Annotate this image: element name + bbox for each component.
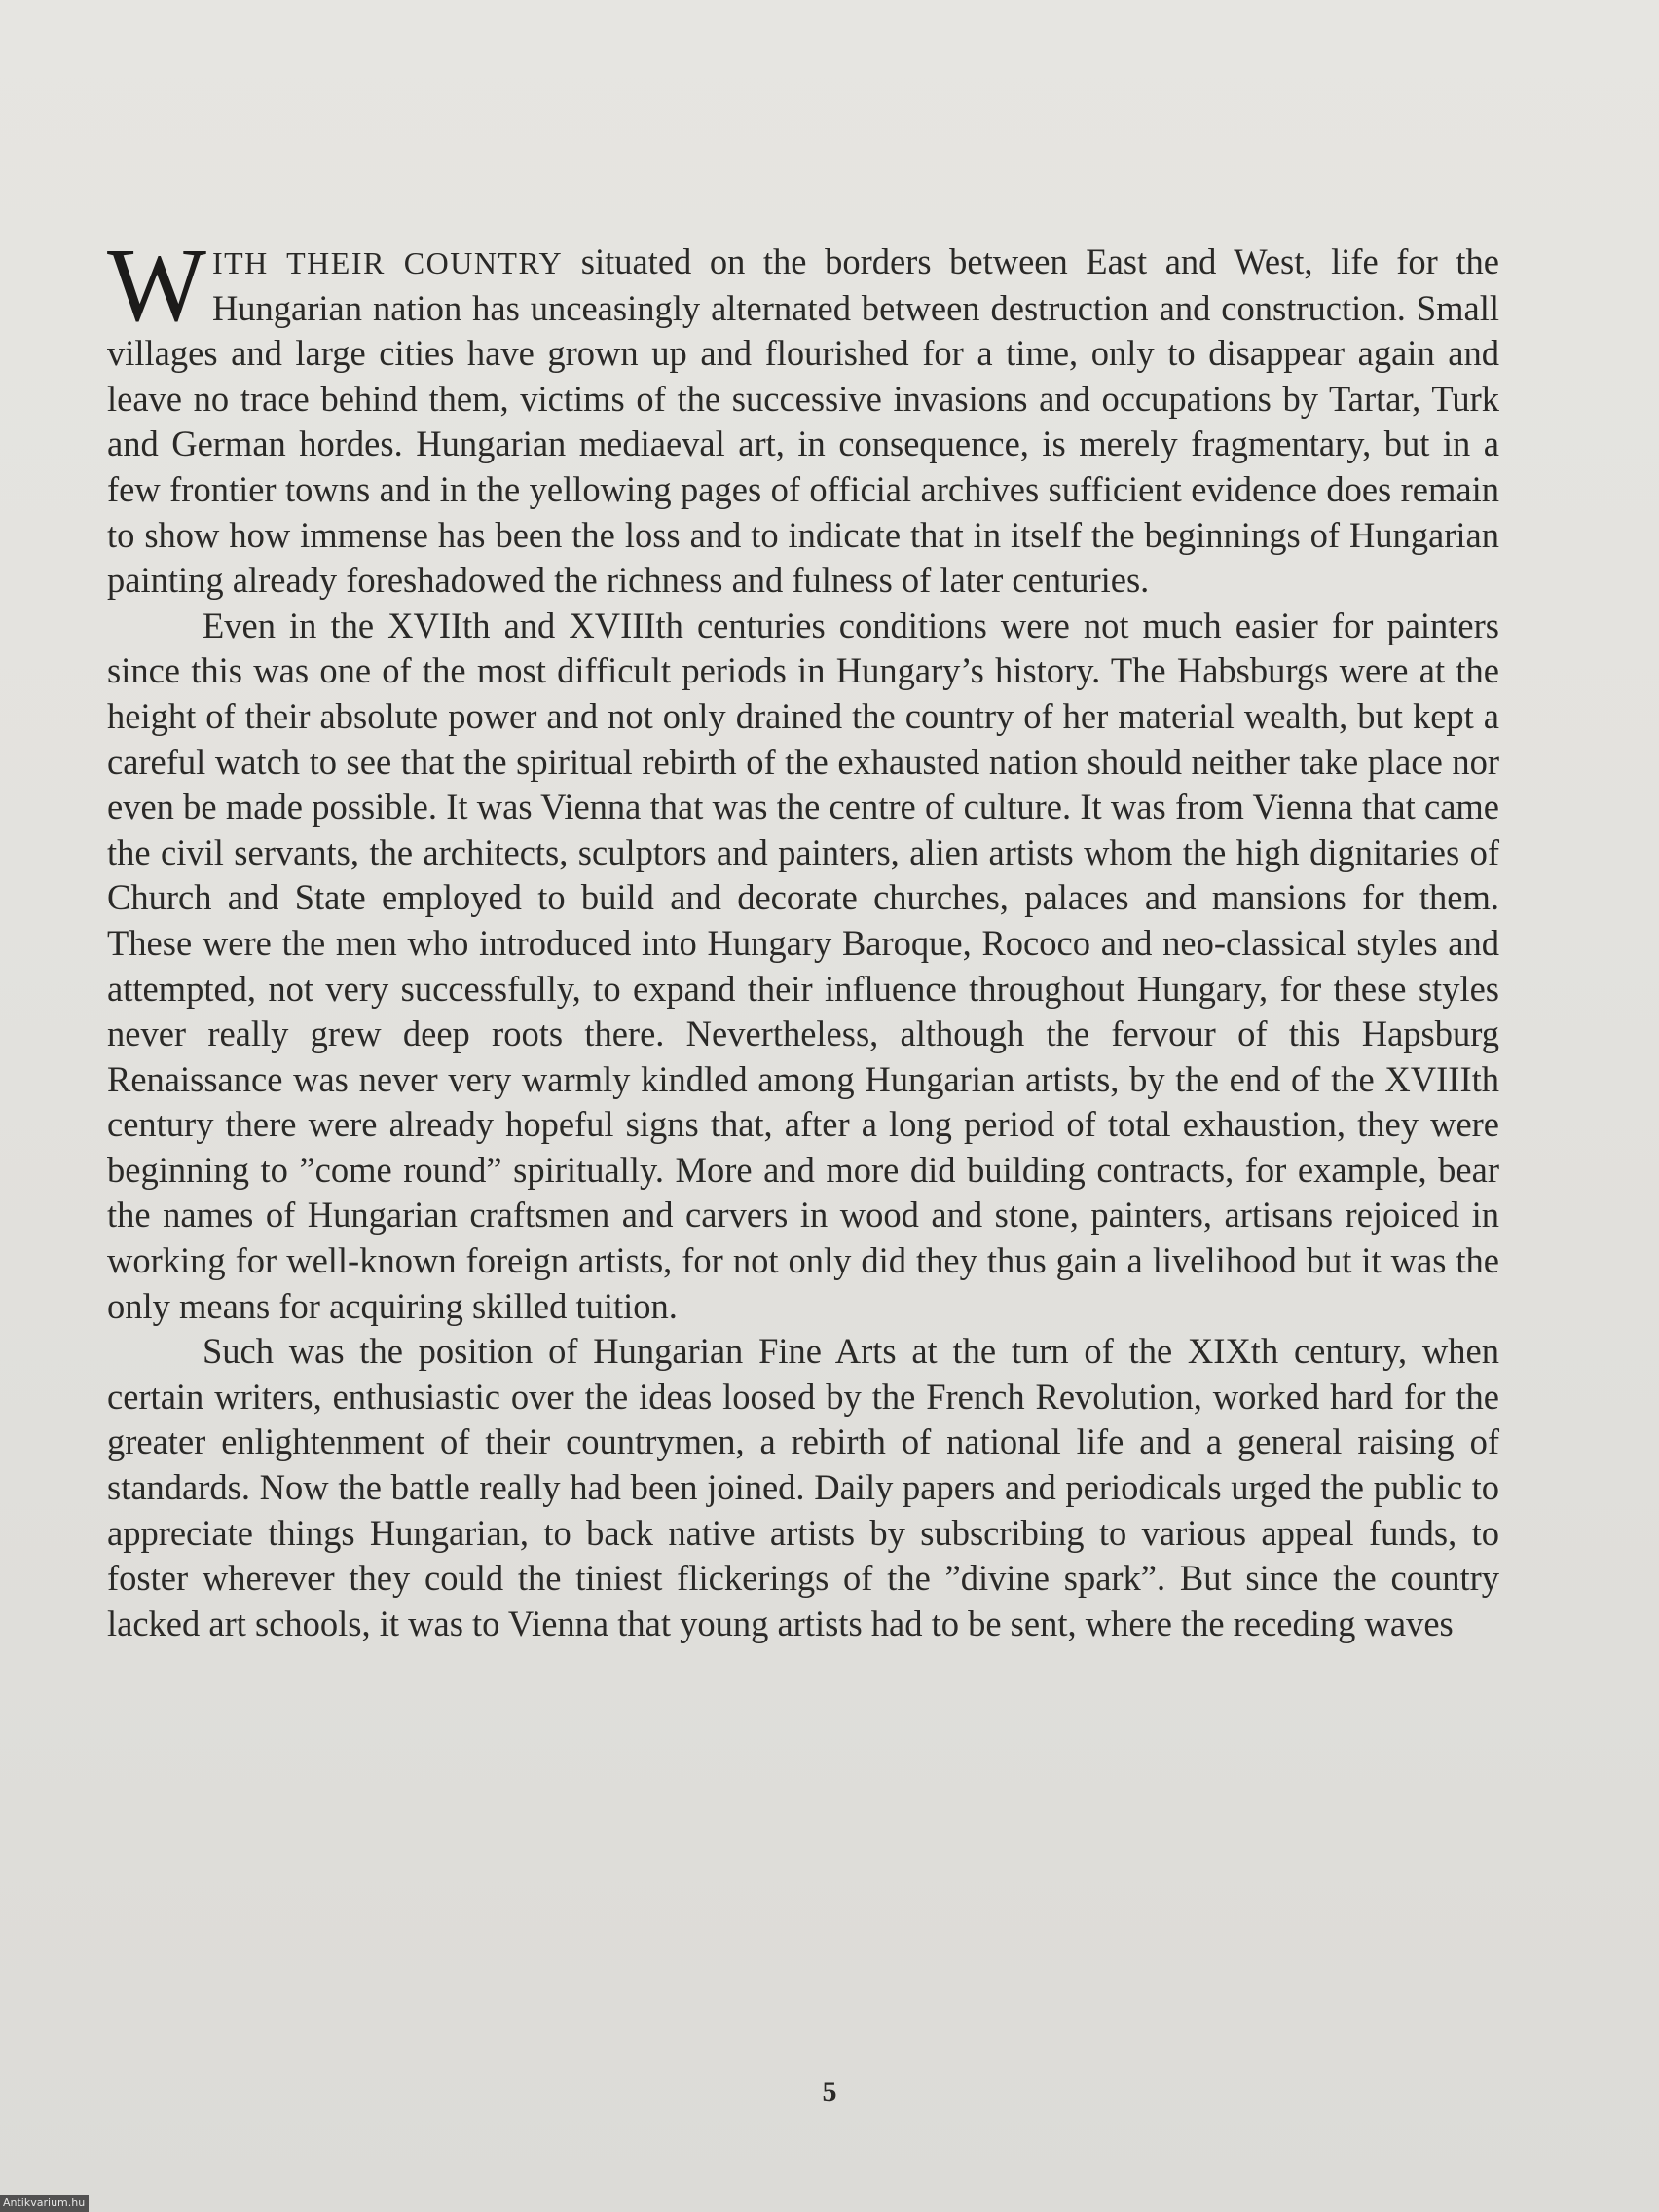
paragraph-1 — [107, 228, 1500, 604]
opening-caps: ITH THEIR COUNTRY — [211, 245, 564, 280]
paragraph-1-text: situated on the borders between East and West, life for the Hungarian nation has unceasingly alternated between destruction and construction. Small villages and large cities have grown up and flourished for a time, only to disappear again and leave no trace behind them, victims of the successive invasions and occupations by Tartar, Turk and German hordes. Hungarian mediaeval art, in consequence, is merely fragmentary, but in a few frontier towns and in the yellowing pages of official archives sufficient evidence does remain to show how immense has been the loss and to indicate that in itself the beginnings of Hungarian painting already foreshadowed the richness and fulness of later centuries. — [107, 241, 1500, 601]
page-number: 5 — [822, 2076, 837, 2108]
paragraph-2: Even in the XVIIth and XVIIIth centuries conditions were not much easier for painters since this was one of the most difficult periods in Hungary’s history. The Habsburgs were at the height of their absolute power and not only drained the country of her material wealth, but kept a careful watch to see that the spiritual rebirth of the exhausted nation should neither take place nor even be made possible. It was Vienna that was the centre of culture. It was from Vienna that came the civil servants, the architects, sculptors and painters, alien artists whom the high dignitaries of Church and State employed to build and decorate churches, palaces and mansions for them. These were the men who introduced into Hungary Baroque, Rococo and neo-classical styles and attempted, not very successfully, to expand their influence throughout Hungary, for these styles never really grew deep roots there. Nevertheless, although the fervour of this Hapsburg Renaissance was never very warmly kindled among Hungarian artists, by the end of the XVIIIth century there were already hopeful signs that, after a long period of total exhaustion, they were beginning to ”come round” spiritually. More and more did building contracts, for example, bear the names of Hungarian craftsmen and carvers in wood and stone, painters, artisans rejoiced in working for well-known foreign artists, for not only did they thus gain a livelihood but it was the only means for acquiring skilled tuition. — [107, 605, 1499, 1326]
watermark-logo: Antikvarium.hu — [0, 2195, 89, 2212]
body-text — [107, 228, 1500, 1646]
paragraph-3: Such was the position of Hungarian Fine Arts at the turn of the XIXth century, when certain writers, enthusiastic over the ideas loosed by the French Revolution, worked hard for the greater enlightenment of their countrymen, a rebirth of national life and a general raising of standards. Now the battle really had been joined. Daily papers and periodicals urged the public to appreciate things Hungarian, to back native artists by subscribing to various appeal funds, to foster wherever they could the tiniest flickerings of the ”divine spark”. But since the country lacked art schools, it was to Vienna that young artists had to be sent, where the receding waves — [107, 1331, 1499, 1643]
drop-cap: W — [107, 228, 204, 344]
